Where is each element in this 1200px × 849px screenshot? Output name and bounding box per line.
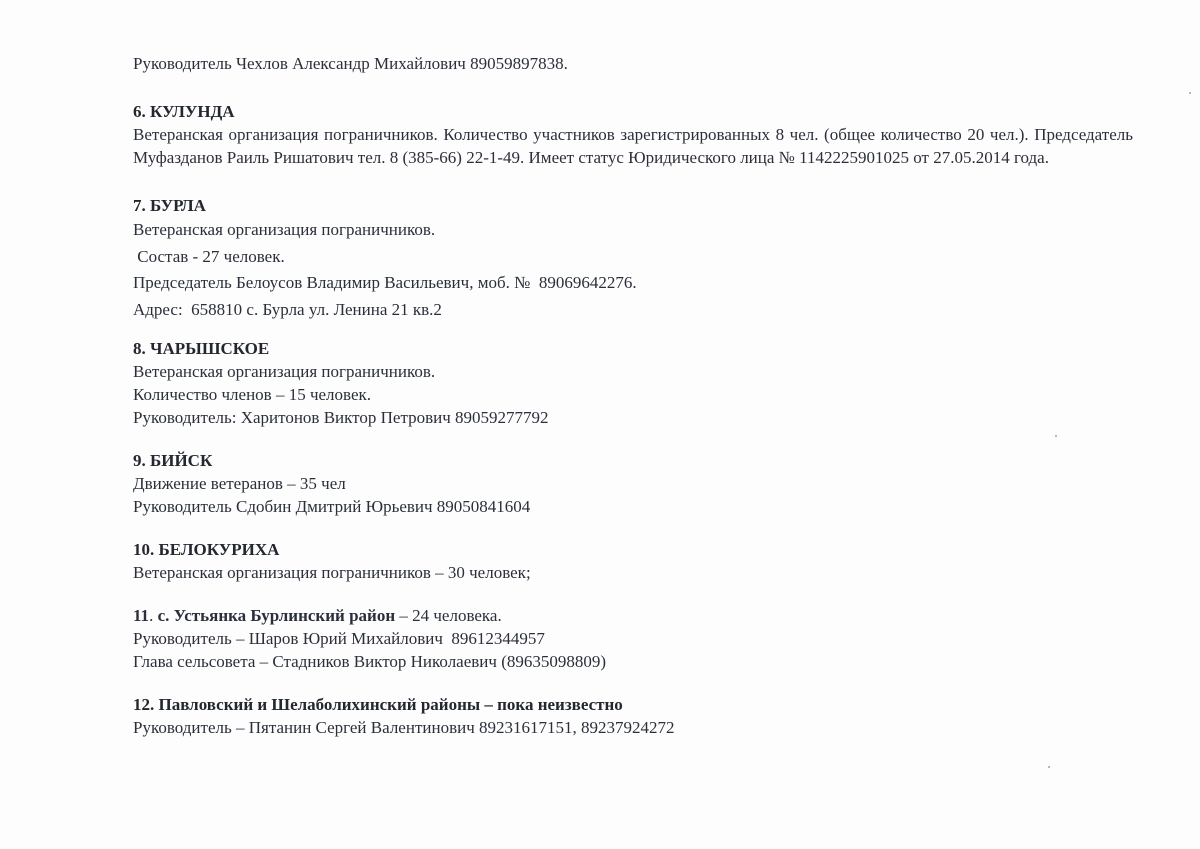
section-title: 10. БЕЛОКУРИХА: [133, 540, 280, 559]
section-title: 6. КУЛУНДА: [133, 102, 235, 121]
section-line: Руководитель – Пятанин Сергей Валентинович 89231617151, 89237924272: [133, 718, 675, 737]
section-line: Адрес: 658810 с. Бурла ул. Ленина 21 кв.2: [133, 299, 442, 319]
section-title: с. Устьянка Бурлинский район: [157, 606, 396, 625]
section-title-line: [133, 604, 1133, 627]
section-line: Руководитель Сдобин Дмитрий Юрьевич 89050841604: [133, 497, 531, 516]
section-title: 8. ЧАРЫШСКОЕ: [133, 339, 270, 358]
section-title: 9. БИЙСК: [133, 451, 213, 470]
section-number-dot: .: [149, 606, 158, 625]
section-7: [133, 194, 1133, 323]
section-6: [133, 100, 1133, 169]
section-lines: [133, 217, 1133, 323]
section-9: [133, 449, 1133, 518]
section-line: Количество членов – 15 человек.: [133, 385, 372, 404]
section-number: 11: [133, 606, 150, 625]
section-10: [133, 538, 1133, 584]
section-line: Ветеранская организация пограничников – 30 человек;: [133, 563, 531, 582]
section-8: [133, 337, 1133, 429]
leader-line: Руководитель Чехлов Александр Михайлович 89059897838.: [133, 54, 568, 73]
section-line: Председатель Белоусов Владимир Васильевич, моб. № 89069642276.: [133, 273, 637, 292]
section-paragraph: Ветеранская организация пограничников. Количество участников зарегистрированных 8 чел. (общее количество 20 чел.). Председатель Муфазданов Раиль Ришатович тел. 8 (385-66) 22-1-49. Имеет статус Юридического лица № 1142225901025 от 27.05.2014 года.: [133, 125, 1133, 167]
section-line: Движение ветеранов – 35 чел: [133, 474, 346, 493]
document-body: [133, 52, 1133, 739]
section-line: Глава сельсовета – Стадников Виктор Николаевич (89635098809): [133, 652, 607, 671]
section-12: [133, 693, 1133, 739]
section-title: 12. Павловский и Шелаболихинский районы – пока неизвестно: [133, 695, 623, 714]
section-title-rest: – 24 человека.: [395, 606, 502, 625]
section-line: Ветеранская организация пограничников.: [133, 362, 436, 381]
section-line: Руководитель: Харитонов Виктор Петрович 89059277792: [133, 408, 549, 427]
section-line: Руководитель – Шаров Юрий Михайлович 89612344957: [133, 629, 545, 648]
section-11: [133, 604, 1133, 673]
section-title: 7. БУРЛА: [133, 196, 206, 215]
section-line: Состав - 27 человек.: [133, 246, 285, 266]
section-line: Ветеранская организация пограничников.: [133, 220, 436, 239]
